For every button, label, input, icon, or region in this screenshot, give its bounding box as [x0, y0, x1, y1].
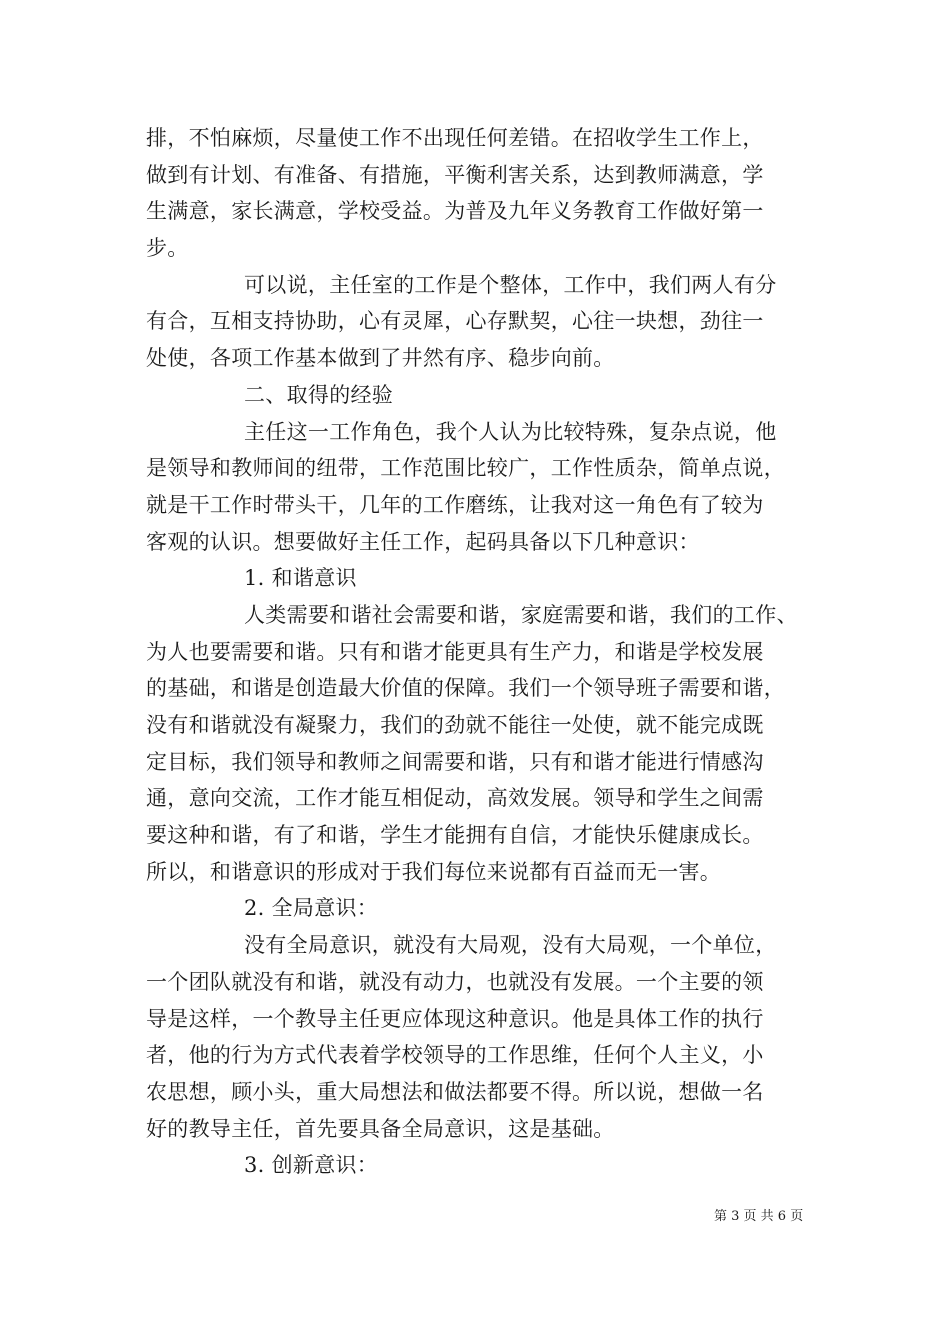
- text-line: 步。: [146, 236, 189, 261]
- text-line: 有合，互相支持协助，心有灵犀，心存默契，心往一块想，劲往一: [146, 309, 764, 334]
- text-line: 3. 创新意识：: [244, 1153, 379, 1178]
- text-line: 所以，和谐意识的形成对于我们每位来说都有百益而无一害。: [146, 859, 722, 884]
- text-line: 要这种和谐，有了和谐，学生才能拥有自信，才能快乐健康成长。: [146, 823, 764, 848]
- text-line: 客观的认识。想要做好主任工作，起码具备以下几种意识：: [146, 529, 700, 554]
- text-line: 主任这一工作角色，我个人认为比较特殊，复杂点说，他: [244, 419, 777, 444]
- text-line: 通，意向交流，工作才能互相促动，高效发展。领导和学生之间需: [146, 786, 764, 811]
- text-line: 者，他的行为方式代表着学校领导的工作思维，任何个人主义，小: [146, 1043, 764, 1068]
- text-line: 是领导和教师间的纽带，工作范围比较广，工作性质杂，简单点说，: [146, 456, 785, 481]
- text-line: 就是干工作时带头干，几年的工作磨练，让我对这一角色有了较为: [146, 492, 764, 517]
- text-line: 排，不怕麻烦，尽量使工作不出现任何差错。在招收学生工作上，: [146, 126, 764, 150]
- text-line: 农思想，顾小头，重大局想法和做法都要不得。所以说，想做一名: [146, 1079, 764, 1104]
- text-line: 1. 和谐意识: [244, 566, 357, 591]
- text-line: 二、取得的经验: [244, 382, 394, 407]
- text-lines: [146, 120, 816, 1184]
- text-line: 一个团队就没有和谐，就没有动力，也就没有发展。一个主要的领: [146, 969, 764, 994]
- text-line: 处使，各项工作基本做到了井然有序、稳步向前。: [146, 346, 615, 371]
- document-body: [146, 120, 816, 1184]
- text-line: 做到有计划、有准备、有措施，平衡利害关系，达到教师满意，学: [146, 162, 764, 187]
- text-line: 可以说，主任室的工作是个整体，工作中，我们两人有分: [244, 272, 777, 297]
- page-number: 第 3 页 共 6 页: [714, 1209, 804, 1224]
- text-line: 的基础，和谐是创造最大价值的保障。我们一个领导班子需要和谐，: [146, 676, 785, 701]
- text-line: 好的教导主任，首先要具备全局意识，这是基础。: [146, 1116, 615, 1141]
- text-line: 没有全局意识，就没有大局观，没有大局观，一个单位，: [244, 933, 777, 958]
- text-line: 生满意，家长满意，学校受益。为普及九年义务教育工作做好第一: [146, 199, 764, 224]
- text-line: 为人也要需要和谐。只有和谐才能更具有生产力，和谐是学校发展: [146, 639, 764, 664]
- text-line: 人类需要和谐社会需要和谐，家庭需要和谐，我们的工作、: [244, 602, 798, 627]
- text-line: 2. 全局意识：: [244, 896, 379, 921]
- text-line: 定目标，我们领导和教师之间需要和谐，只有和谐才能进行情感沟: [146, 749, 764, 774]
- text-line: 导是这样，一个教导主任更应体现这种意识。他是具体工作的执行: [146, 1006, 764, 1031]
- text-line: 没有和谐就没有凝聚力，我们的劲就不能往一处使，就不能完成既: [146, 713, 764, 737]
